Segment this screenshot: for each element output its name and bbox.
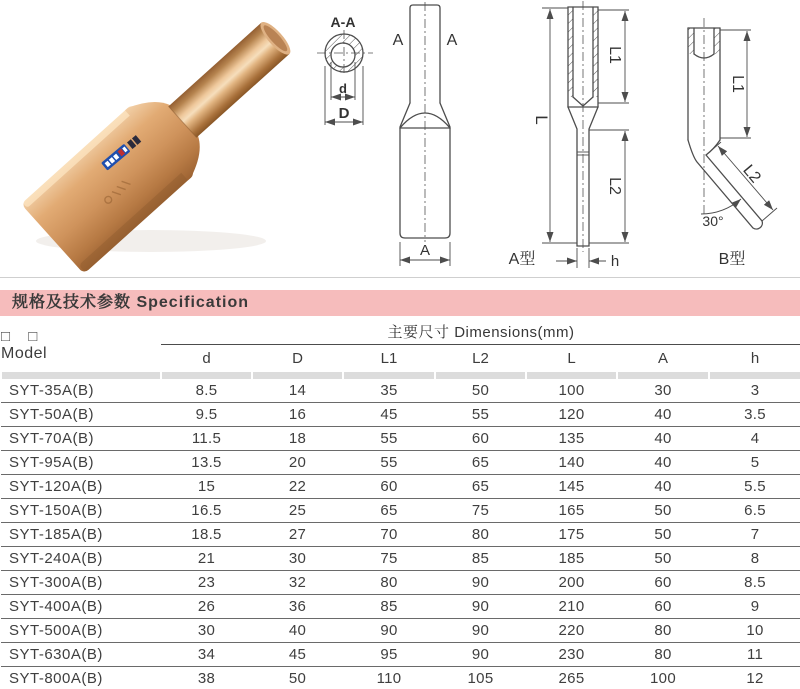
model-cell: SYT-185A(B) — [1, 523, 161, 547]
dimension-cell: 36 — [252, 595, 343, 619]
dimension-cell: 30 — [252, 547, 343, 571]
table-row — [1, 499, 800, 523]
dimension-cell: 40 — [617, 403, 709, 427]
dimension-cell: 6.5 — [709, 499, 800, 523]
dimension-cell: 25 — [252, 499, 343, 523]
dimension-cell: 140 — [526, 451, 617, 475]
dimension-cell: 8 — [709, 547, 800, 571]
dimension-cell: 165 — [526, 499, 617, 523]
dimension-cell: 23 — [161, 571, 252, 595]
dimension-cell: 13.5 — [161, 451, 252, 475]
dimension-cell: 80 — [343, 571, 435, 595]
dimension-cell: 40 — [617, 427, 709, 451]
dimension-cell: 5.5 — [709, 475, 800, 499]
dimension-cell: 50 — [617, 523, 709, 547]
dimension-cell: 12 — [709, 667, 800, 689]
type-b-drawing — [650, 0, 800, 272]
dimension-cell: 60 — [435, 427, 526, 451]
dimension-cell: 7 — [709, 523, 800, 547]
front-view-drawing — [385, 0, 475, 270]
col-header-L2: L2 — [472, 350, 489, 367]
dimension-cell: 9 — [709, 595, 800, 619]
dimension-cell: 18 — [252, 427, 343, 451]
dimension-cell: 145 — [526, 475, 617, 499]
dimension-cell: 16.5 — [161, 499, 252, 523]
dimension-cell: 55 — [343, 451, 435, 475]
dimension-cell: 175 — [526, 523, 617, 547]
dimension-cell: 200 — [526, 571, 617, 595]
table-row — [1, 427, 800, 451]
model-cell: SYT-70A(B) — [1, 427, 161, 451]
model-cell: SYT-400A(B) — [1, 595, 161, 619]
dim-L1-label-b: L1 — [729, 75, 746, 93]
col-header-A: A — [657, 350, 668, 367]
dimension-cell: 90 — [435, 643, 526, 667]
model-header-cjk: □ □ — [1, 327, 45, 345]
table-row — [1, 595, 800, 619]
dimension-cell: 65 — [343, 499, 435, 523]
dimension-cell: 30 — [161, 619, 252, 643]
model-cell: SYT-240A(B) — [1, 547, 161, 571]
angle-30-label: 30° — [702, 213, 724, 229]
dim-h-label: h — [610, 253, 620, 270]
section-cut-label-right: A — [446, 32, 458, 49]
type-a-label: A型 — [508, 251, 536, 268]
dimension-cell: 185 — [526, 547, 617, 571]
table-row — [1, 667, 800, 689]
model-cell: SYT-630A(B) — [1, 643, 161, 667]
dimension-cell: 85 — [435, 547, 526, 571]
model-header-cell — [1, 318, 161, 372]
specification-table — [0, 318, 800, 689]
dimension-cell: 45 — [252, 643, 343, 667]
dimension-cell: 90 — [435, 619, 526, 643]
dimension-cell: 32 — [252, 571, 343, 595]
model-cell: SYT-800A(B) — [1, 667, 161, 689]
dimension-cell: 65 — [435, 475, 526, 499]
table-row — [1, 547, 800, 571]
model-cell: SYT-95A(B) — [1, 451, 161, 475]
dimension-cell: 35 — [343, 379, 435, 403]
dimension-cell: 75 — [343, 547, 435, 571]
dimension-cell: 3.5 — [709, 403, 800, 427]
table-row — [1, 619, 800, 643]
dimension-cell: 11 — [709, 643, 800, 667]
dimension-cell: 8.5 — [709, 571, 800, 595]
dimension-cell: 5 — [709, 451, 800, 475]
col-header-d: d — [202, 350, 211, 367]
dim-L2-label-b: L2 — [739, 161, 764, 187]
specification-title: 规格及技术参数 Specification — [12, 294, 250, 311]
dim-L2-label: L2 — [606, 177, 623, 195]
dimension-cell: 50 — [435, 379, 526, 403]
section-cut-label-left: A — [392, 32, 404, 49]
dimensions-header: 主要尺寸 Dimensions(mm) — [161, 318, 800, 345]
dimension-cell: 85 — [343, 595, 435, 619]
dimension-cell: 18.5 — [161, 523, 252, 547]
dimension-cell: 10 — [709, 619, 800, 643]
dimension-cell: 50 — [617, 499, 709, 523]
dimension-cell: 50 — [617, 547, 709, 571]
col-header-h: h — [750, 350, 760, 367]
type-a-drawing — [498, 0, 633, 272]
col-header-L: L — [567, 350, 576, 367]
table-row — [1, 571, 800, 595]
col-header-D: D — [292, 350, 303, 367]
dimension-cell: 80 — [617, 619, 709, 643]
dimension-cell: 210 — [526, 595, 617, 619]
dimension-cell: 21 — [161, 547, 252, 571]
specification-title-bar — [0, 290, 800, 316]
dimension-cell: 70 — [343, 523, 435, 547]
dimension-cell: 60 — [617, 595, 709, 619]
model-header-en: Model — [1, 344, 48, 362]
model-cell: SYT-120A(B) — [1, 475, 161, 499]
dimension-cell: 34 — [161, 643, 252, 667]
dimension-cell: 265 — [526, 667, 617, 689]
dimension-cell: 40 — [617, 451, 709, 475]
model-cell: SYT-300A(B) — [1, 571, 161, 595]
table-row — [1, 403, 800, 427]
dimension-cell: 26 — [161, 595, 252, 619]
section-aa-drawing — [303, 14, 387, 144]
spec-table-body — [1, 379, 800, 689]
dimension-cell: 14 — [252, 379, 343, 403]
dimension-cell: 220 — [526, 619, 617, 643]
dimension-cell: 55 — [435, 403, 526, 427]
dimension-cell: 90 — [435, 571, 526, 595]
type-b-label: B型 — [718, 251, 746, 268]
dimension-cell: 100 — [526, 379, 617, 403]
dimension-cell: 9.5 — [161, 403, 252, 427]
dimension-cell: 50 — [252, 667, 343, 689]
dimension-cell: 30 — [617, 379, 709, 403]
dimension-cell: 75 — [435, 499, 526, 523]
dimension-cell: 135 — [526, 427, 617, 451]
dimension-cell: 230 — [526, 643, 617, 667]
table-row — [1, 451, 800, 475]
dimension-cell: 20 — [252, 451, 343, 475]
dimension-cell: 120 — [526, 403, 617, 427]
section-divider — [0, 277, 800, 278]
dimension-cell: 90 — [435, 595, 526, 619]
dimension-cell: 16 — [252, 403, 343, 427]
dim-L1-label: L1 — [606, 46, 623, 64]
dimension-cell: 27 — [252, 523, 343, 547]
dimension-cell: 90 — [343, 619, 435, 643]
dimension-cell: 38 — [161, 667, 252, 689]
dimension-cell: 11.5 — [161, 427, 252, 451]
dimension-cell: 40 — [252, 619, 343, 643]
dimension-cell: 110 — [343, 667, 435, 689]
dimension-cell: 80 — [435, 523, 526, 547]
dimension-cell: 100 — [617, 667, 709, 689]
dim-L-label: L — [532, 115, 551, 125]
model-cell: SYT-35A(B) — [1, 379, 161, 403]
dim-d-label: d — [339, 81, 347, 96]
dim-A-label: A — [419, 242, 431, 259]
model-cell: SYT-500A(B) — [1, 619, 161, 643]
model-cell: SYT-150A(B) — [1, 499, 161, 523]
table-row — [1, 643, 800, 667]
dimension-cell: 60 — [617, 571, 709, 595]
dimension-cell: 80 — [617, 643, 709, 667]
dimension-cell: 60 — [343, 475, 435, 499]
dimension-cell: 15 — [161, 475, 252, 499]
dimension-cell: 105 — [435, 667, 526, 689]
table-row — [1, 475, 800, 499]
table-row — [1, 379, 800, 403]
dimension-cell: 3 — [709, 379, 800, 403]
dimension-cell: 40 — [617, 475, 709, 499]
dimension-cell: 95 — [343, 643, 435, 667]
dimension-cell: 65 — [435, 451, 526, 475]
product-photo — [6, 4, 292, 272]
dimension-cell: 22 — [252, 475, 343, 499]
header-underline-band — [1, 372, 800, 379]
section-aa-label: A-A — [330, 14, 356, 30]
dimension-cell: 8.5 — [161, 379, 252, 403]
dim-D-label: D — [338, 105, 350, 122]
dimension-cell: 55 — [343, 427, 435, 451]
dimension-cell: 4 — [709, 427, 800, 451]
model-cell: SYT-50A(B) — [1, 403, 161, 427]
col-header-L1: L1 — [380, 350, 398, 367]
dimension-cell: 45 — [343, 403, 435, 427]
table-row — [1, 523, 800, 547]
